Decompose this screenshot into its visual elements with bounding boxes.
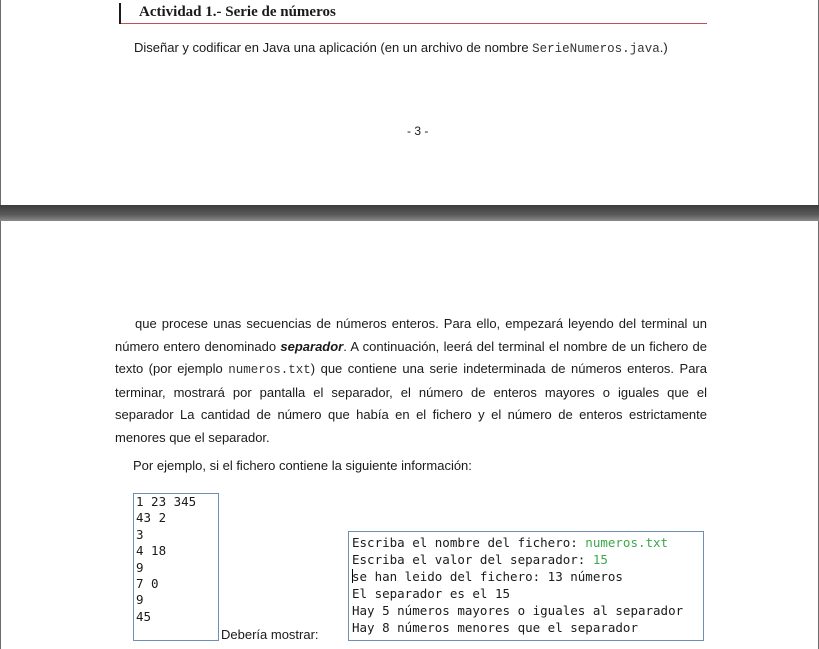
terminal-prompt-filename: Escriba el nombre del fichero: — [352, 535, 586, 550]
example-text: Por ejemplo, si el fichero contiene la siguiente información: — [133, 458, 472, 473]
file-line: 43 2 — [136, 510, 167, 526]
file-line: 9 — [136, 592, 144, 608]
terminal-line-4: El separador es el 15 — [352, 586, 511, 601]
heading-text: Actividad 1.- Serie de números — [139, 4, 336, 20]
document-page-top — [0, 0, 819, 205]
para-code: numeros.txt — [228, 363, 311, 377]
para-part-3: ) que contiene una serie indeterminada de números enteros. Para terminar, mostrará por pantalla el separador, el número de enteros mayores o iguales que el separador La cantidad de número que había en el fichero y el número de enteros estrictamente menores que el separador. — [115, 361, 707, 445]
terminal-input-filename: numeros.txt — [585, 535, 669, 550]
page-number: - 3 - — [407, 124, 429, 138]
section-heading — [119, 3, 707, 24]
heading-bar — [119, 3, 121, 24]
file-line: 9 — [136, 559, 144, 575]
terminal-line-2 — [352, 551, 703, 568]
terminal-prompt-separator: Escriba el valor del separador: — [352, 552, 593, 567]
para-part-1: que procese unas secuencias de números enteros. Para ello, empezará leyendo del terminal un número entero denominado — [115, 316, 707, 354]
file-line: 7 0 — [136, 576, 159, 592]
terminal-read-count: se han leido del fichero: 13 números — [352, 569, 623, 584]
file-line: 4 18 — [136, 543, 167, 559]
file-contents-box — [133, 493, 219, 641]
terminal-line-1 — [352, 534, 703, 551]
terminal-line-6: Hay 8 números menores que el separador — [352, 620, 638, 635]
file-line: 1 23 345 — [136, 494, 197, 509]
terminal-output-box — [348, 531, 704, 641]
should-show-label: Debería mostrar: — [221, 627, 319, 642]
description-paragraph — [115, 313, 707, 449]
terminal-input-separator: 15 — [592, 552, 608, 567]
intro-after: .) — [659, 40, 668, 55]
intro-filename: SerieNumeros.java — [532, 42, 660, 56]
intro-before: Diseñar y codificar en Java una aplicación (en un archivo de nombre — [134, 40, 533, 55]
para-part-2: . A continuación, leerá del terminal el nombre de un fichero de texto (por ejemplo — [115, 338, 707, 376]
page-divider — [0, 205, 819, 221]
file-line: 45 — [136, 608, 152, 624]
terminal-line-3 — [352, 568, 703, 585]
terminal-line-5: Hay 5 números mayores o iguales al separador — [352, 603, 684, 618]
file-line: 3 — [136, 526, 144, 542]
para-bold-term: separador — [280, 338, 344, 354]
intro-text — [134, 40, 668, 56]
